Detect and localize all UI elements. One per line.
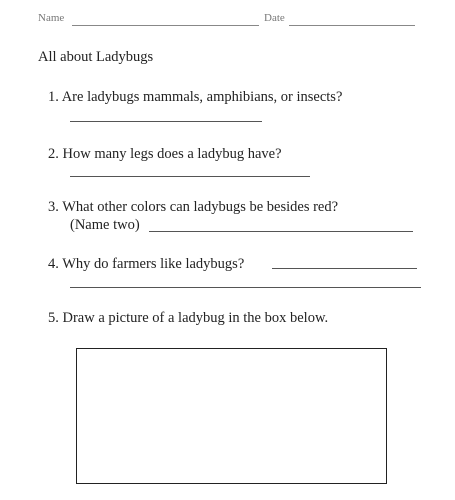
question-text: How many legs does a ladybug have?	[62, 146, 282, 162]
answer-line-1[interactable]	[70, 121, 262, 122]
question-number: 5.	[48, 310, 59, 326]
worksheet-header	[38, 12, 64, 24]
question-number: 3.	[48, 199, 59, 215]
question-1	[48, 89, 342, 106]
worksheet-title: All about Ladybugs	[38, 49, 154, 65]
question-text: Are ladybugs mammals, amphibians, or insects?	[61, 89, 343, 105]
answer-line-4a[interactable]	[272, 268, 417, 269]
question-3-subtext: (Name two)	[70, 217, 140, 233]
question-2	[48, 146, 282, 163]
date-field[interactable]	[289, 25, 415, 26]
question-4	[48, 256, 244, 273]
question-text: What other colors can ladybugs be besides red?	[62, 199, 339, 215]
date-label-wrap	[264, 12, 285, 24]
answer-line-4b[interactable]	[70, 287, 421, 288]
name-field[interactable]	[72, 25, 259, 26]
drawing-box[interactable]	[76, 348, 387, 484]
question-5	[48, 310, 328, 327]
question-number: 1.	[48, 89, 59, 105]
answer-line-3[interactable]	[149, 231, 413, 232]
question-text: Draw a picture of a ladybug in the box below.	[62, 310, 329, 326]
answer-line-2[interactable]	[70, 176, 310, 177]
question-number: 2.	[48, 146, 59, 162]
question-text: Why do farmers like ladybugs?	[62, 256, 245, 272]
question-number: 4.	[48, 256, 59, 272]
name-label: Name	[38, 12, 65, 24]
question-3	[48, 199, 338, 216]
date-label: Date	[264, 12, 285, 24]
